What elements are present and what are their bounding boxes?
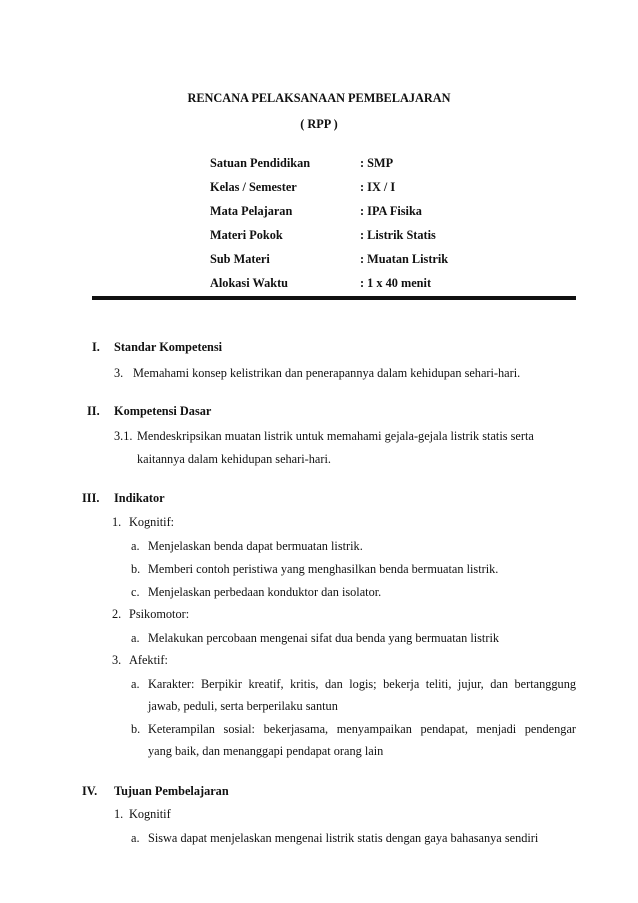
list-letter: b. xyxy=(131,722,141,736)
list-item-text-continued: yang baik, dan menanggapi pendapat orang lain xyxy=(148,744,384,758)
list-letter: c. xyxy=(131,585,140,599)
list-item-text: Keterampilan sosial: bekerjasama, menyampaikan pendapat, menjadi pendengar xyxy=(148,722,576,736)
list-letter: a. xyxy=(131,677,140,691)
section-title: Tujuan Pembelajaran xyxy=(114,784,229,798)
list-letter: b. xyxy=(131,562,141,576)
identity-value: : SMP xyxy=(360,156,394,170)
list-number: 2. xyxy=(112,607,122,621)
list-letter: a. xyxy=(131,631,140,645)
document-title: RENCANA PELAKSANAAN PEMBELAJARAN xyxy=(187,91,451,105)
identity-label: Alokasi Waktu xyxy=(210,276,289,290)
list-item-text: Memberi contoh peristiwa yang menghasilkan benda bermuatan listrik. xyxy=(148,562,499,576)
section-title: Standar Kompetensi xyxy=(114,340,223,354)
identity-value: : 1 x 40 menit xyxy=(360,276,432,290)
list-letter: a. xyxy=(131,539,140,553)
identity-value: : Muatan Listrik xyxy=(360,252,449,266)
list-item-text: Melakukan percobaan mengenai sifat dua benda yang bermuatan listrik xyxy=(148,631,500,645)
identity-value: : IPA Fisika xyxy=(360,204,422,218)
section-number: II. xyxy=(87,404,100,418)
list-item-text: Memahami konsep kelistrikan dan penerapannya dalam kehidupan sehari-hari. xyxy=(133,366,521,380)
list-number: 1. xyxy=(112,515,122,529)
section-title: Kompetensi Dasar xyxy=(114,404,212,418)
identity-label: Mata Pelajaran xyxy=(210,204,293,218)
list-item-text-continued: kaitannya dalam kehidupan sehari-hari. xyxy=(137,452,331,466)
document-subtitle: ( RPP ) xyxy=(300,117,338,131)
list-item-text-continued: jawab, peduli, serta berperilaku santun xyxy=(148,699,338,713)
list-item-text: Menjelaskan benda dapat bermuatan listrik. xyxy=(148,539,363,553)
list-number: 3. xyxy=(112,653,122,667)
subsection-label: Kognitif xyxy=(129,807,171,821)
list-item-text: Mendeskripsikan muatan listrik untuk memahami gejala-gejala listrik statis serta xyxy=(137,429,534,443)
subsection-label: Kognitif: xyxy=(129,515,175,529)
subsection-label: Afektif: xyxy=(129,653,168,667)
list-item-text: Karakter: Berpikir kreatif, kritis, dan logis; bekerja teliti, jujur, dan bertanggung xyxy=(148,677,576,691)
list-letter: a. xyxy=(131,831,140,845)
list-number: 3.1. xyxy=(114,429,133,443)
section-title: Indikator xyxy=(114,491,165,505)
section-number: III. xyxy=(82,491,100,505)
section-number: I. xyxy=(92,340,100,354)
identity-value: : IX / I xyxy=(360,180,396,194)
header-divider xyxy=(92,296,576,300)
identity-label: Kelas / Semester xyxy=(210,180,297,194)
identity-label: Sub Materi xyxy=(210,252,270,266)
list-number: 1. xyxy=(114,807,124,821)
list-number: 3. xyxy=(114,366,124,380)
list-item-text: Siswa dapat menjelaskan mengenai listrik statis dengan gaya bahasanya sendiri xyxy=(148,831,539,845)
identity-label: Materi Pokok xyxy=(210,228,283,242)
list-item-text: Menjelaskan perbedaan konduktor dan isolator. xyxy=(148,585,382,599)
subsection-label: Psikomotor: xyxy=(129,607,190,621)
identity-label: Satuan Pendidikan xyxy=(210,156,311,170)
identity-value: : Listrik Statis xyxy=(360,228,436,242)
section-number: IV. xyxy=(82,784,98,798)
